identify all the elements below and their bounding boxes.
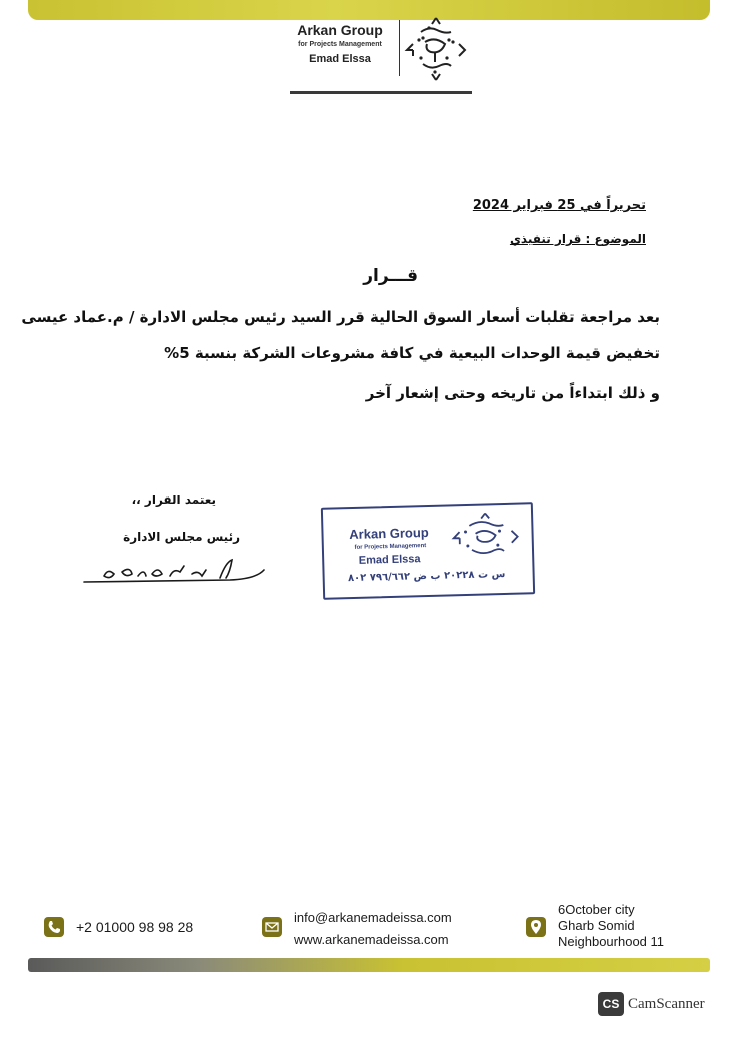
letter-date: تحريراً في 25 فبراير 2024 <box>472 198 646 213</box>
footer-color-bar <box>28 958 710 972</box>
body-line-2: تخفيض قيمة الوحدات البيعية في كافة مشروعات الشركة بنسبة 5% <box>164 344 660 362</box>
stamp-logo-icon <box>449 509 522 567</box>
location-pin-icon <box>526 917 546 937</box>
footer-address-line-2: Gharb Somid <box>558 918 635 933</box>
letter-title: قـــرار <box>363 266 418 286</box>
phone-icon <box>44 917 64 937</box>
calligraphy-logo-icon <box>401 14 471 84</box>
body-line-1: بعد مراجعة تقلبات أسعار السوق الحالية قرر السيد رئيس مجلس الادارة / م.عماد عيسى <box>21 308 660 326</box>
body-line-3: و ذلك ابتداءاً من تاريخه وحتى إشعار آخر <box>365 384 660 402</box>
header-divider <box>290 91 472 94</box>
brand-name: Arkan Group <box>297 22 383 38</box>
approval-text: يعتمد القرار ،، <box>131 493 216 507</box>
brand-subtitle: for Projects Management <box>298 41 382 48</box>
stamp-person: Emad Elssa <box>358 553 421 567</box>
company-logo <box>285 12 485 86</box>
stamp-subtitle: for Projects Management <box>354 543 427 551</box>
mail-icon <box>262 917 282 937</box>
brand-person: Emad Elssa <box>309 53 371 65</box>
brand-separator <box>399 20 400 76</box>
camscanner-label: CamScanner <box>628 996 705 1012</box>
footer-website[interactable]: www.arkanemadeissa.com <box>294 932 449 947</box>
stamp-registration: س ت ٢٠٢٢٨ ب ض ٧٩٦/٦٦٢ ٨٠٢ <box>347 568 506 585</box>
chairman-title: رئيس مجلس الادارة <box>123 530 240 544</box>
handwritten-signature <box>80 556 270 592</box>
footer-address-line-1: 6October city <box>558 902 635 917</box>
company-stamp <box>321 502 535 600</box>
letter-subject: الموضوع : قرار تنفيذي <box>509 232 646 246</box>
footer-phone: +2 01000 98 98 28 <box>76 919 194 935</box>
camscanner-logo-icon: CS <box>598 992 624 1016</box>
stamp-company-name: Arkan Group <box>349 524 429 543</box>
footer-email[interactable]: info@arkanemadeissa.com <box>294 910 452 925</box>
footer-address-line-3: Neighbourhood 11 <box>558 934 665 949</box>
